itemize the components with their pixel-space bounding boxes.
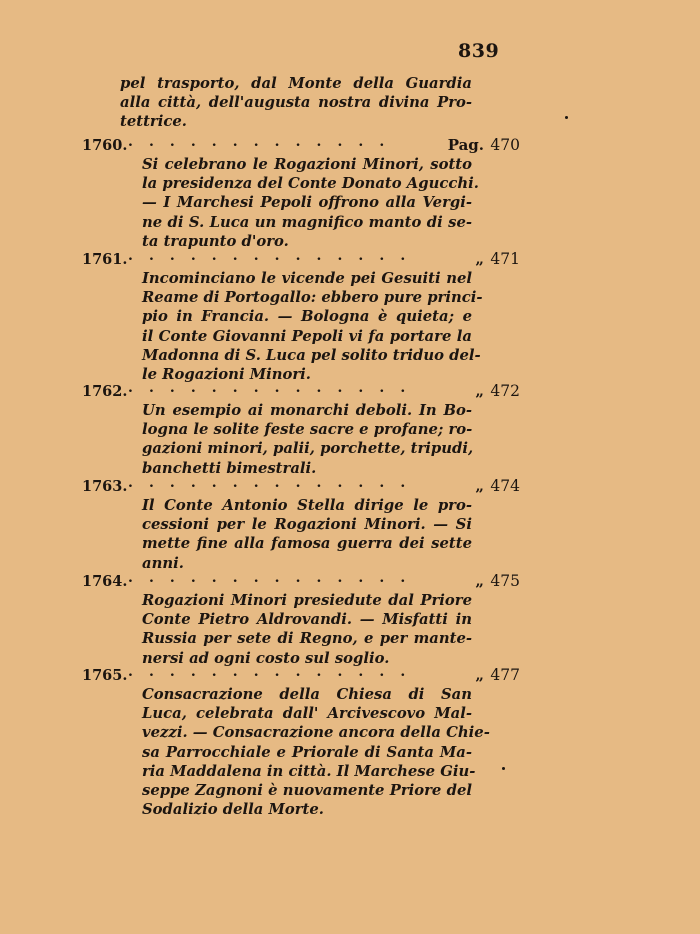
text-line: Russia per sete di Regno, e per mante- <box>142 630 472 648</box>
year-entry <box>82 250 522 384</box>
entry-page-ref: 477 <box>490 666 520 684</box>
text-line: Madonna di S. Luca pel solito triduo del- <box>142 346 481 364</box>
ink-speck <box>502 767 505 770</box>
entry-text <box>142 496 472 573</box>
leader-dots: . . . . . . . . . . . . . . <box>128 570 411 586</box>
leader-dots: . . . . . . . . . . . . . . <box>128 475 411 491</box>
text-line: ne di S. Luca un magnifico manto di se- <box>142 213 472 231</box>
text-line: vezzi. — Consacrazione ancora della Chie- <box>142 724 490 742</box>
ditto-mark: „ <box>475 477 484 495</box>
text-line: le Rogazioni Minori. <box>142 365 311 383</box>
text-line: Reame di Portogallo: ebbero pure princi- <box>142 289 483 307</box>
year-entry <box>82 477 522 573</box>
text-line: logna le solite feste sacre e profane; ro- <box>142 421 473 439</box>
entry-year: 1760. <box>82 137 128 154</box>
text-line: Luca, celebrata dall' Arcivescovo Mal- <box>142 705 472 723</box>
text-line: alla città, dell'augusta nostra divina Pro- <box>120 94 472 112</box>
text-line: pel trasporto, dal Monte della Guardia <box>120 75 472 92</box>
text-line: anni. <box>142 554 184 572</box>
year-entry <box>82 572 522 668</box>
ditto-mark: „ <box>475 250 484 268</box>
text-line: Conte Pietro Aldrovandi. — Misfatti in <box>142 611 472 629</box>
text-line: Il Conte Antonio Stella dirige le pro- <box>142 497 472 514</box>
entry-year: 1761. <box>82 251 128 268</box>
entry-text <box>142 401 472 478</box>
text-line: gazioni minori, palii, porchette, tripudi, <box>142 440 474 458</box>
intro-paragraph <box>120 74 472 132</box>
text-line: Consacrazione della Chiesa di San <box>142 686 472 703</box>
ditto-mark: „ <box>475 666 484 684</box>
text-line: il Conte Giovanni Pepoli vi fa portare la <box>142 327 472 345</box>
text-line: banchetti bimestrali. <box>142 459 317 477</box>
entry-page-ref: 470 <box>490 136 520 154</box>
page-number: 839 <box>458 40 500 62</box>
entry-year: 1762. <box>82 383 128 400</box>
entry-text <box>142 155 479 251</box>
text-line: Sodalizio della Morte. <box>142 801 324 819</box>
leader-dots: . . . . . . . . . . . . . . <box>128 248 411 264</box>
entry-heading <box>82 572 522 591</box>
entry-year: 1763. <box>82 478 128 495</box>
page-label: Pag. <box>447 136 484 154</box>
text-line: cessioni per le Rogazioni Minori. — Si <box>142 516 472 534</box>
text-line: ria Maddalena in città. Il Marchese Giu- <box>142 762 476 780</box>
leader-dots: . . . . . . . . . . . . . <box>128 134 390 150</box>
year-entry <box>82 382 522 478</box>
text-line: Rogazioni Minori presiedute dal Priore <box>142 592 472 609</box>
entry-heading <box>82 477 522 496</box>
entry-page-ref: 474 <box>490 477 520 495</box>
entry-heading <box>82 136 522 155</box>
text-line: mette fine alla famosa guerra dei sette <box>142 535 472 553</box>
text-line: la presidenza del Conte Donato Agucchi. <box>142 175 479 193</box>
entry-heading <box>82 250 522 269</box>
ditto-mark: „ <box>475 572 484 590</box>
year-entry <box>82 666 522 819</box>
leader-dots: . . . . . . . . . . . . . . <box>128 664 411 680</box>
year-entry <box>82 136 522 251</box>
entry-heading <box>82 382 522 401</box>
text-line: sa Parrocchiale e Priorale di Santa Ma- <box>142 743 472 761</box>
entry-year: 1765. <box>82 667 128 684</box>
leader-dots: . . . . . . . . . . . . . . <box>128 380 411 396</box>
entry-text <box>142 591 472 668</box>
text-line: — I Marchesi Pepoli offrono alla Vergi- <box>142 194 472 212</box>
entry-page-ref: 472 <box>490 382 520 400</box>
entry-text <box>142 269 483 384</box>
text-line: seppe Zagnoni è nuovamente Priore del <box>142 781 472 799</box>
entry-page-ref: 475 <box>490 572 520 590</box>
entry-heading <box>82 666 522 685</box>
entry-year: 1764. <box>82 573 128 590</box>
text-line: Un esempio ai monarchi deboli. In Bo- <box>142 402 472 419</box>
text-line: Si celebrano le Rogazioni Minori, sotto <box>142 156 472 173</box>
ditto-mark: „ <box>475 382 484 400</box>
entry-page-ref: 471 <box>490 250 520 268</box>
text-line: nersi ad ogni costo sul soglio. <box>142 649 390 667</box>
entry-text <box>142 685 490 819</box>
text-line: ta trapunto d'oro. <box>142 232 289 250</box>
text-line: tettrice. <box>120 113 187 131</box>
ink-speck <box>565 116 568 119</box>
text-line: Incominciano le vicende pei Gesuiti nel <box>142 270 472 287</box>
text-line: pio in Francia. — Bologna è quieta; e <box>142 308 472 326</box>
